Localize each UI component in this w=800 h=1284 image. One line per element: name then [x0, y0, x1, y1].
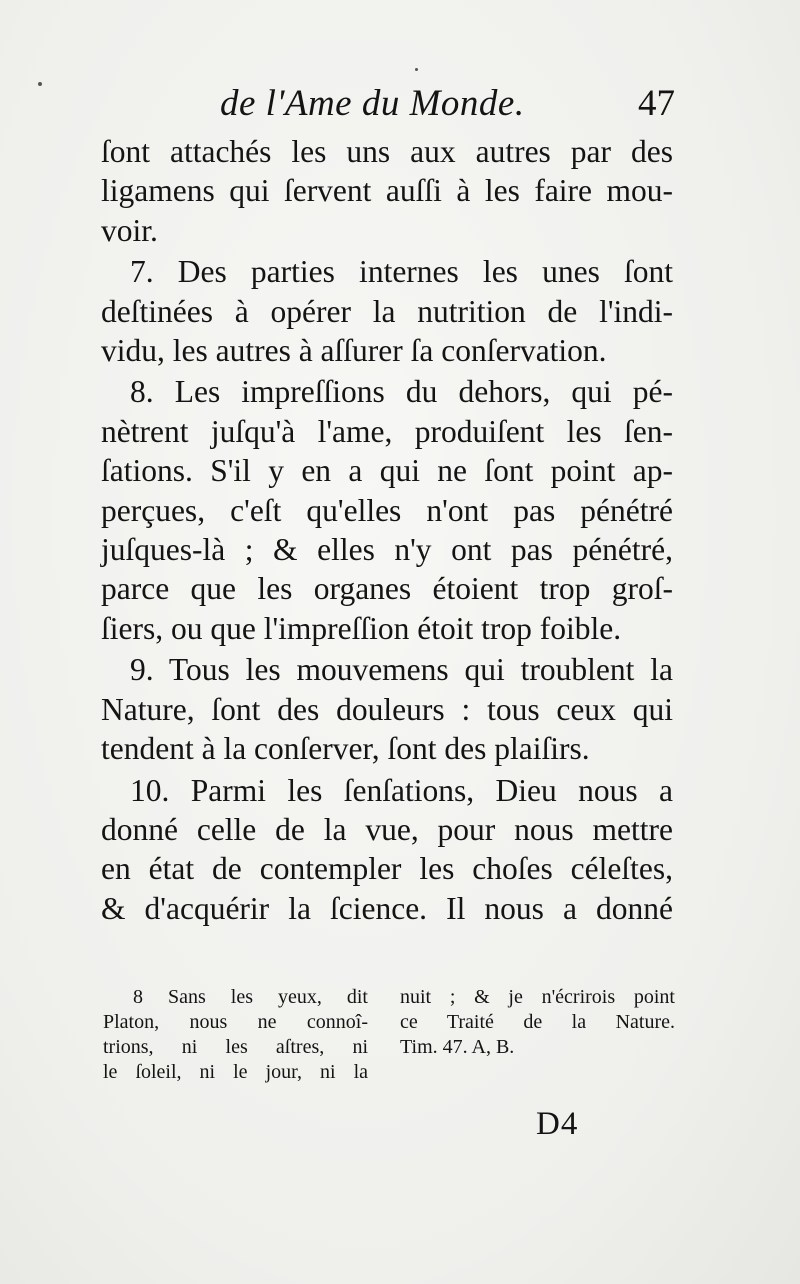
footnote-line: trions, ni les aſtres, ni	[103, 1036, 368, 1058]
paragraph	[101, 771, 673, 929]
text-line: en état de contempler les choſes céleſtes,	[101, 851, 673, 887]
paragraph	[101, 132, 673, 250]
text-line: 9. Tous les mouvemens qui troublent la	[130, 652, 673, 688]
text-line: ligamens qui ſervent auſſi à les faire mou-	[101, 173, 673, 209]
footnote-line: nuit ; & je n'écrirois point	[400, 986, 675, 1008]
page-number: 47	[638, 83, 675, 124]
text-line: vidu, les autres à aſſurer ſa conſervation.	[101, 333, 607, 369]
text-line: 10. Parmi les ſenſations, Dieu nous a	[130, 772, 673, 808]
footnote-column-right	[400, 985, 675, 1060]
footnote-line: 8 Sans les yeux, dit	[133, 986, 368, 1008]
text-line: & d'acquérir la ſcience. Il nous a donné	[101, 890, 673, 926]
text-line: Nature, ſont des douleurs : tous ceux qui	[101, 691, 673, 727]
paragraph	[101, 372, 673, 648]
text-line: parce que les organes étoient trop groſ-	[101, 571, 673, 607]
text-line: deſtinées à opérer la nutrition de l'indi-	[101, 293, 673, 329]
text-line: 7. Des parties internes les unes ſont	[130, 254, 673, 290]
text-line: donné celle de la vue, pour nous mettre	[101, 811, 673, 847]
paragraph	[101, 650, 673, 768]
footnote-line: ce Traité de la Nature.	[400, 1011, 675, 1033]
text-line: 8. Les impreſſions du dehors, qui pé-	[130, 374, 673, 410]
text-line: ſations. S'il y en a qui ne ſont point ap-	[101, 453, 673, 489]
print-speck	[415, 68, 418, 71]
footnote-line: le ſoleil, ni le jour, ni la	[103, 1061, 368, 1083]
running-title: de l'Ame du Monde.	[220, 83, 525, 124]
text-line: perçues, c'eſt qu'elles n'ont pas pénétré	[101, 492, 673, 528]
page-header	[100, 82, 675, 132]
signature-mark: D4	[536, 1106, 579, 1142]
text-line: nètrent juſqu'à l'ame, produiſent les ſen-	[101, 413, 673, 449]
text-line: ſont attachés les uns aux autres par des	[101, 134, 673, 169]
footnote-line: Tim. 47. A, B.	[400, 1036, 515, 1058]
footnote-column-left	[103, 985, 368, 1085]
text-line: voir.	[101, 212, 158, 248]
footnote-line: Platon, nous ne connoî-	[103, 1011, 368, 1033]
print-speck	[38, 82, 42, 86]
text-line: tendent à la conſerver, ſont des plaiſirs.	[101, 731, 590, 767]
text-line: juſques-là ; & elles n'y ont pas pénétré,	[101, 532, 673, 568]
paragraph	[101, 252, 673, 370]
main-text	[101, 132, 673, 928]
text-line: ſiers, ou que l'impreſſion étoit trop foible.	[101, 610, 622, 646]
